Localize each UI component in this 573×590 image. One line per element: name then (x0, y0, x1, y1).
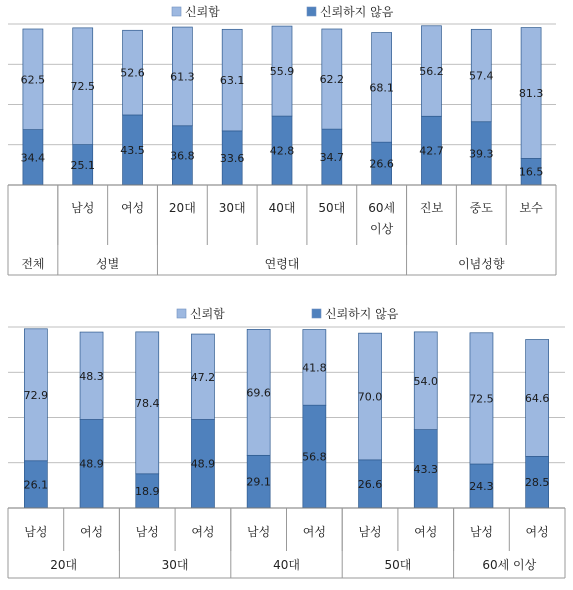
chart2-data-label-distrust: 18.9 (135, 484, 160, 498)
chart2-legend-swatch (312, 309, 321, 318)
chart2-tick-label: 남성 (469, 525, 494, 539)
chart2-tick-label: 여성 (525, 525, 549, 539)
chart1-data-label-trust: 56.2 (419, 65, 444, 79)
chart2-group-label: 60세 이상 (482, 558, 537, 572)
chart1-group-label: 전체 (21, 257, 45, 271)
chart1-data-label-distrust: 25.1 (70, 158, 95, 172)
chart2-data-label-distrust: 48.9 (79, 457, 104, 471)
chart1-data-label-trust: 72.5 (70, 80, 95, 94)
chart1-tick-label: 60세 (368, 201, 396, 215)
chart1-tick-label: 보수 (519, 201, 543, 215)
chart1-tick-label: 40대 (268, 201, 296, 215)
chart2-legend-swatch (177, 309, 186, 318)
chart2-data-label-trust: 70.0 (357, 390, 383, 404)
chart2-legend-label: 신뢰함 (190, 307, 225, 321)
chart1-group-label: 성별 (96, 257, 120, 271)
chart1-tick-label: 50대 (318, 201, 346, 215)
chart1-data-label-distrust: 42.7 (419, 144, 444, 158)
chart2-data-label-trust: 54.0 (413, 374, 438, 388)
chart2-tick-label: 남성 (24, 525, 48, 539)
chart1-data-label-distrust: 43.5 (120, 143, 145, 157)
chart2-legend-label: 신뢰하지 않음 (325, 307, 399, 321)
chart2-tick-label: 여성 (191, 525, 215, 539)
chart1-tick-label: 20대 (168, 201, 196, 215)
chart2-data-label-distrust: 56.8 (302, 450, 327, 464)
chart2-data-label-trust: 41.8 (302, 361, 327, 375)
chart2-data-label-distrust: 29.1 (246, 475, 271, 489)
chart1-data-label-distrust: 39.3 (469, 147, 494, 161)
chart2-data-label-trust: 69.6 (246, 386, 271, 400)
chart2-data-label-trust: 78.4 (135, 396, 160, 410)
chart2-data-label-trust: 47.2 (190, 370, 216, 384)
chart1-data-label-trust: 62.2 (319, 73, 345, 87)
chart2-group-label: 40대 (273, 558, 300, 572)
chart2-tick-label: 여성 (302, 525, 326, 539)
chart2-tick-label: 남성 (247, 525, 271, 539)
chart1-data-label-trust: 63.1 (219, 74, 245, 88)
chart2-data-label-distrust: 26.1 (23, 478, 49, 492)
chart1-data-label-distrust: 34.4 (20, 151, 46, 165)
chart1-legend-swatch (307, 7, 316, 16)
chart1-tick-label: 이상 (370, 222, 394, 236)
chart1-legend-swatch (172, 7, 181, 16)
chart1-tick-label: 여성 (120, 201, 145, 215)
chart2-data-label-trust: 72.9 (23, 388, 49, 402)
chart1-data-label-distrust: 16.5 (518, 165, 544, 179)
chart1-data-label-distrust: 33.6 (219, 151, 245, 165)
chart2-tick-label: 여성 (79, 525, 104, 539)
chart1-data-label-distrust: 34.7 (319, 151, 345, 165)
chart2-data-label-distrust: 43.3 (413, 462, 438, 476)
chart2-group-label: 20대 (50, 558, 78, 572)
chart2-group-label: 50대 (384, 558, 412, 572)
chart1-tick-label: 진보 (419, 201, 444, 215)
chart1-data-label-trust: 62.5 (20, 73, 46, 87)
chart1-tick-label: 남성 (71, 201, 95, 215)
chart1-tick-label: 30대 (218, 201, 246, 215)
chart2-data-label-trust: 64.6 (524, 391, 550, 405)
chart1-data-label-trust: 52.6 (120, 66, 145, 80)
chart1-legend-label: 신뢰하지 않음 (320, 5, 394, 19)
chart2-tick-label: 여성 (414, 525, 438, 539)
chart2-data-label-distrust: 26.6 (357, 477, 383, 491)
chart2-data-label-trust: 72.5 (469, 392, 494, 406)
chart2-group-label: 30대 (161, 558, 189, 572)
chart1-tick-label: 중도 (469, 201, 493, 215)
chart1-data-label-trust: 81.3 (518, 86, 544, 100)
chart2-data-label-distrust: 48.9 (190, 457, 216, 471)
chart2-data-label-distrust: 24.3 (469, 480, 494, 494)
chart2-tick-label: 남성 (135, 525, 159, 539)
chart1-data-label-trust: 61.3 (170, 70, 195, 84)
chart1-data-label-trust: 68.1 (369, 81, 394, 95)
chart1-data-label-distrust: 42.8 (269, 144, 295, 158)
chart1-data-label-trust: 57.4 (469, 69, 494, 83)
chart2-tick-label: 남성 (358, 525, 382, 539)
chart1-data-label-trust: 55.9 (269, 65, 295, 79)
chart1-data-label-distrust: 36.8 (170, 149, 195, 163)
chart1-group-label: 이념성향 (458, 257, 505, 271)
chart2-data-label-trust: 48.3 (79, 369, 104, 383)
chart1-data-label-distrust: 26.6 (369, 157, 394, 171)
chart1-legend-label: 신뢰함 (185, 5, 220, 19)
chart2-data-label-distrust: 28.5 (524, 476, 550, 490)
chart1-group-label: 연령대 (264, 257, 300, 271)
